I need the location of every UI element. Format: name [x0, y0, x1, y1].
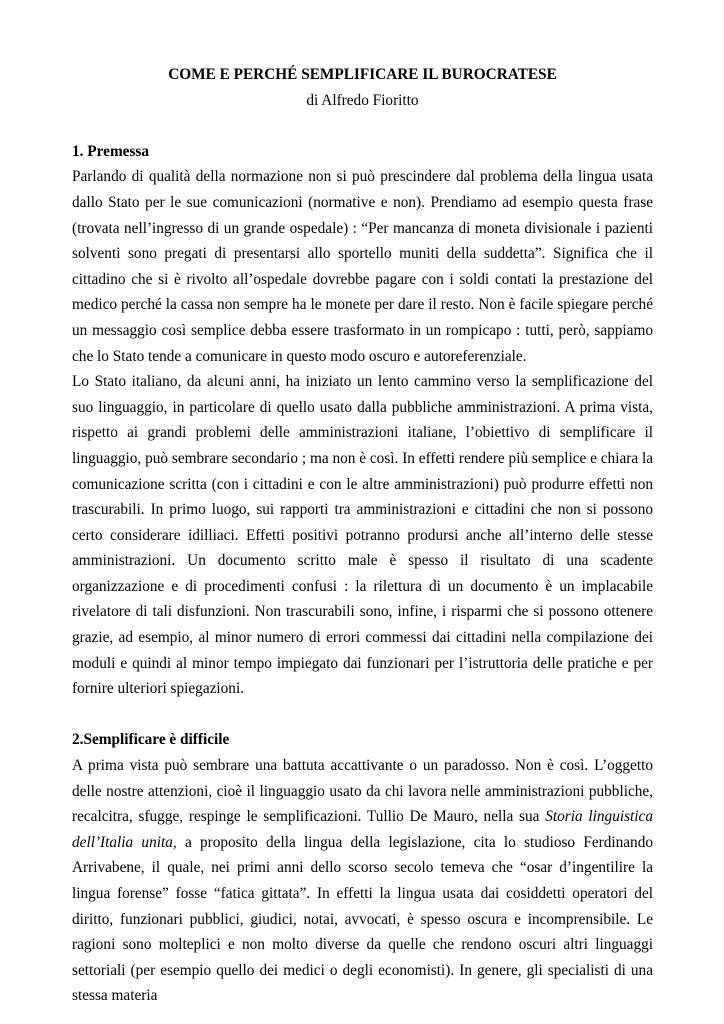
spacer [72, 702, 653, 728]
paragraph: Lo Stato italiano, da alcuni anni, ha iniziato un lento cammino verso la semplificazione del suo linguaggio, in particolare di quello usato dalla pubbliche amministrazioni. A prima vista, rispetto ai grandi problemi delle amministrazioni italiane, l’obiettivo di semplificare il linguaggio, può sembrare secondario ; ma non è così. In effetti rendere più semplice e chiara la comunicazione scritta (con i cittadini e con le altre amministrazioni) può produrre effetti non trascurabili. In primo luogo, sui rapporti tra amministrazioni e cittadini che non si possono certo considerare idilliaci. Effetti positivi potranno prodursi anche all’interno delle stesse amministrazioni. Un documento scritto male è spesso il risultato di una scadente organizzazione e di procedimenti confusi : la rilettura di un documento è un implacabile rivelatore di tali disfunzioni. Non trascurabili sono, infine, i risparmi che si possono ottenere grazie, ad esempio, al minor numero di errori commessi dai cittadini nella compilazione dei moduli e quindi al minor tempo impiegato dai funzionari per l’istruttoria delle pratiche e per fornire ulteriori spiegazioni. [72, 373, 653, 698]
document-title: COME E PERCHÉ SEMPLIFICARE IL BUROCRATESE [168, 66, 557, 83]
paragraph-text: , a proposito della lingua della legislazione, cita lo studioso Ferdinando Arrivabene, il quale, nei primi anni dello scorso secolo temeva che “osar d’ingentilire la lingua forense” fosse “fatica gittata”. In effetti la lingua usata dai cosiddetti operatori del diritto, funzionari pubblici, giudici, notai, avvocati, è spesso oscura e incomprensibile. Le ragioni sono molteplici e non molto diverse da quelle che rendono oscuri altri linguaggi settoriali (per esempio quello dei medici o degli economisti). In genere, gli specialisti di una stessa materia [72, 833, 653, 1005]
paragraph [72, 753, 653, 1009]
document-page [72, 62, 653, 1009]
spacer [72, 113, 653, 139]
paragraph-text: A prima vista può sembrare una battuta accattivante o un paradosso. Non è così. L’oggetto delle nostre attenzioni, cioè il linguaggio usato da chi lavora nelle amministrazioni pubbliche, recalcitra, sfugge, respinge le semplificazioni. Tullio De Mauro, nella sua [72, 757, 653, 826]
paragraph: Parlando di qualità della normazione non si può prescindere dal problema della lingua usata dallo Stato per le sue comunicazioni (normative e non). Prendiamo ad esempio questa frase (trovata nell’ingresso di un grande ospedale) : “Per mancanza di moneta divisionale i pazienti solventi sono pregati di presentarsi allo sportello muniti della suddetta”. Significa che il cittadino che si è rivolto all’ospedale dovrebbe pagare con i soldi contati la prestazione del medico perché la cassa non sempre ha le monete per dare il resto. Non è facile spiegare perché un messaggio così semplice debba essere trasformato in un rompicapo : tutti, però, sappiamo che lo Stato tende a comunicare in questo modo oscuro e autoreferenziale. [72, 168, 653, 365]
section-heading-semplificare: 2.Semplificare è difficile [72, 731, 230, 749]
section-heading-premessa: 1. Premessa [72, 142, 150, 160]
book-title-italic: Storia linguistica dell’Italia unita [72, 808, 653, 851]
document-author: di Alfredo Fioritto [306, 91, 419, 109]
